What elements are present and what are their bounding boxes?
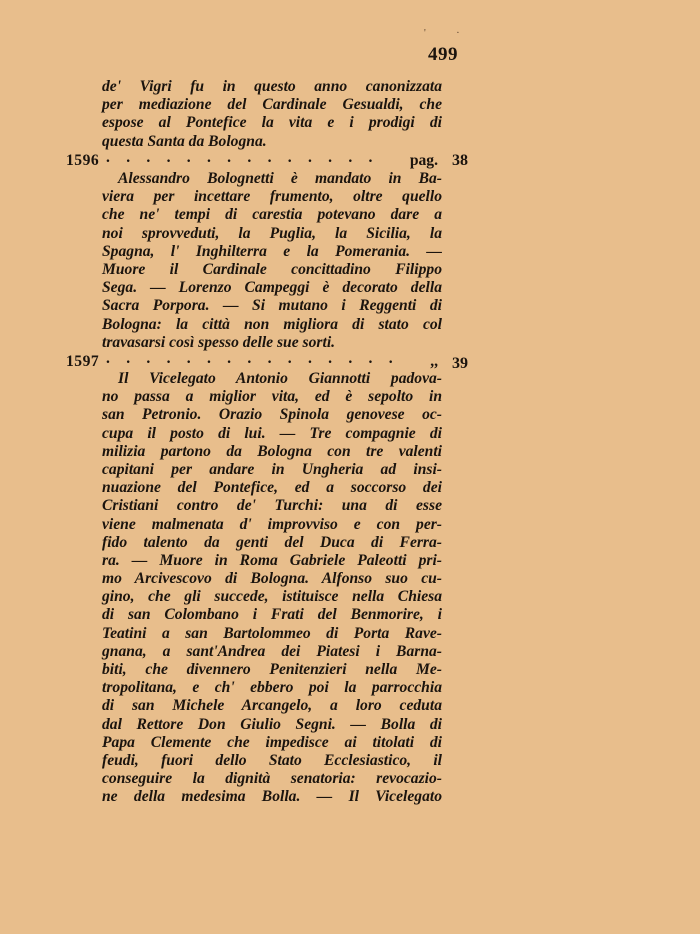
text-line: viene malmenata d' improvviso e con per-: [102, 515, 442, 533]
text-line: biti, che divennero Penitenzieri nella Me-: [102, 661, 442, 678]
text-line: ne della medesima Bolla. — Il Vicelegato: [102, 788, 442, 806]
text-line: fido talento da genti del Duca di Ferra-: [102, 533, 442, 551]
text-line: Cristiani contro de' Turchi: una di esse: [102, 497, 442, 515]
entry-heading-1596: [66, 151, 438, 171]
text-line: noi sprovveduti, la Puglia, la Sicilia, la: [102, 224, 442, 242]
text-line: Sacra Porpora. — Si mutano i Reggenti di: [102, 297, 442, 315]
text-line: feudi, fuori dello Stato Ecclesiastico, il: [102, 751, 442, 769]
text-line: mo Arcivescovo di Bologna. Alfonso suo cu-: [102, 570, 442, 588]
text-line: che ne' tempi di carestia potevano dare a: [102, 206, 442, 224]
page-number: 499: [428, 44, 458, 65]
text-line: cupa il posto di lui. — Tre compagnie di: [102, 424, 442, 442]
text-line: gnana, a sant'Andrea dei Piatesi i Barna-: [102, 642, 442, 660]
entry-page-number: 39: [452, 355, 468, 372]
text-line: Sega. — Lorenzo Campeggi è decorato della: [102, 279, 442, 297]
entry-year: 1597: [66, 353, 100, 370]
print-specks: ' ·: [424, 28, 474, 39]
text-line: no passa a miglior vita, ed è sepolto in: [102, 388, 442, 406]
text-line: dal Rettore Don Giulio Segni. — Bolla di: [102, 715, 442, 733]
entry-paragraph-1597: [102, 370, 442, 807]
text-line: gino, che gli succede, istituisce nella Chiesa: [102, 588, 442, 606]
text-line: questa Santa da Bologna.: [102, 132, 267, 150]
text-line: Papa Clemente che impedisce ai titolati di: [102, 733, 442, 751]
text-line: de' Vigri fu in questo anno canonizzata: [102, 78, 442, 95]
entry-heading-1597: [66, 352, 438, 372]
text-line: Bologna: la città non migliora di stato col: [102, 315, 442, 333]
text-line: Teatini a san Bartolommeo di Porta Rave-: [102, 624, 442, 642]
leader-dots: . . . . . . . . . . . . . . .: [106, 350, 399, 367]
text-line: Spagna, l' Inghilterra e la Pomerania. —: [102, 242, 442, 260]
text-line: di san Colombano i Frati del Benmorire, i: [102, 606, 442, 624]
text-line: Alessandro Bolognetti è mandato in Ba-: [118, 170, 442, 187]
text-line: Muore il Cardinale concittadino Filippo: [102, 260, 442, 278]
page-reference: ,,: [430, 353, 438, 370]
text-line: ra. — Muore in Roma Gabriele Paleotti pri-: [102, 551, 442, 569]
text-line: espose al Pontefice la vita e i prodigi di: [102, 114, 442, 132]
text-line: Il Vicelegato Antonio Giannotti padova-: [118, 370, 442, 387]
text-line: capitani per andare in Ungheria ad insi-: [102, 460, 442, 478]
page-reference: pag.: [409, 152, 438, 169]
text-line: viera per incettare frumento, oltre quello: [102, 188, 442, 206]
text-line: san Petronio. Orazio Spinola genovese oc-: [102, 406, 442, 424]
text-line: di san Michele Arcangelo, a loro ceduta: [102, 697, 442, 715]
text-line: tropolitana, e ch' ebbero poi la parrocchia: [102, 679, 442, 697]
entry-page-number: 38: [452, 152, 468, 169]
leader-dots: . . . . . . . . . . . . . .: [106, 149, 379, 166]
text-line: nuazione del Pontefice, ed a soccorso dei: [102, 479, 442, 497]
text-line: travasarsi così spesso delle sue sorti.: [102, 333, 336, 351]
entry-year: 1596: [66, 152, 100, 169]
entry-paragraph-1596: [102, 170, 442, 352]
text-line: milizia partono da Bologna con tre valenti: [102, 442, 442, 460]
intro-paragraph: [102, 78, 442, 151]
text-line: conseguire la dignità senatoria: revocazio-: [102, 770, 442, 788]
text-line: per mediazione del Cardinale Gesualdi, che: [102, 96, 442, 114]
